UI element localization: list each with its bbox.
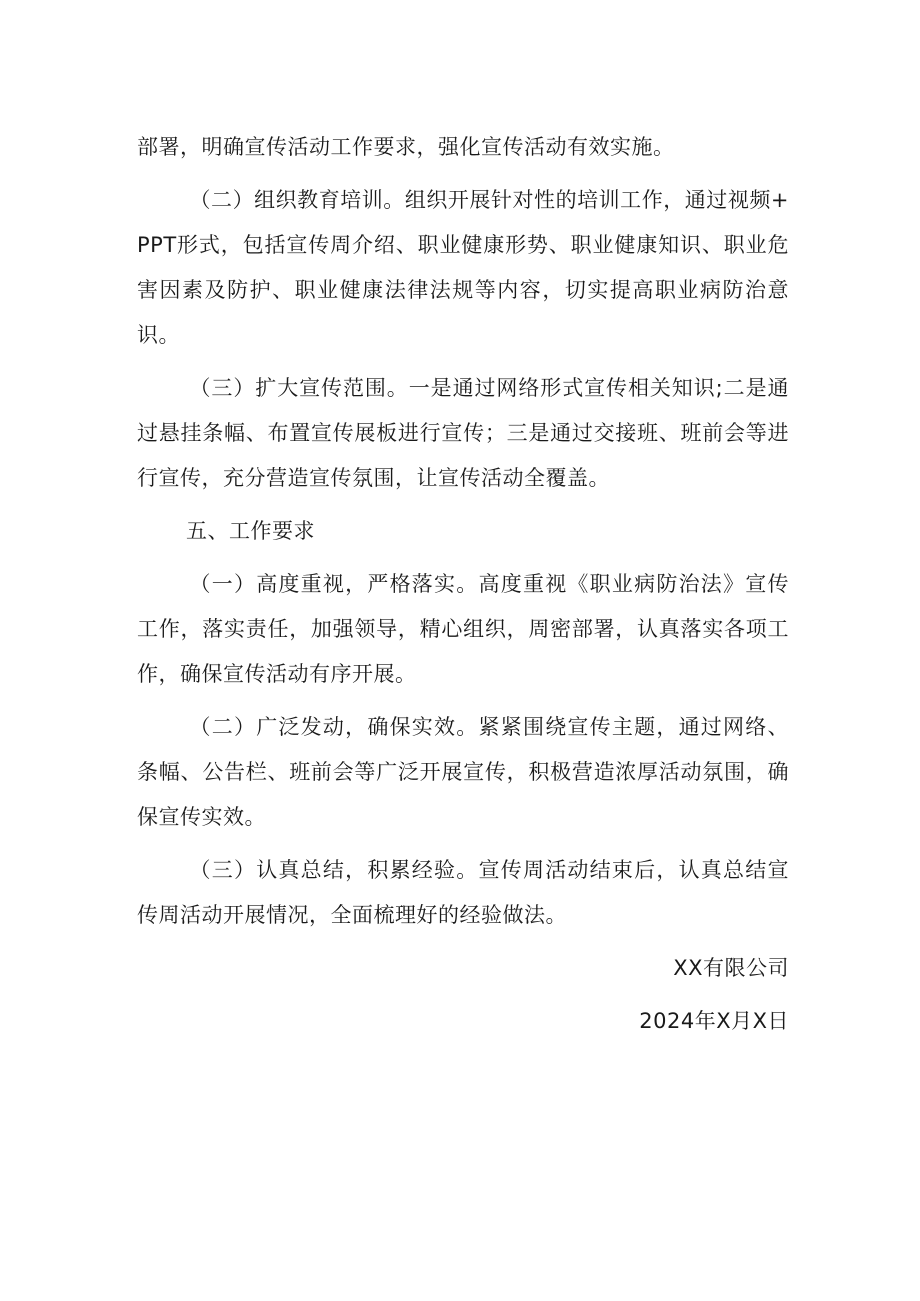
paragraph-education-training: （二）组织教育培训。组织开展针对性的培训工作，通过视频+PPT形式，包括宣传周介绍、职业健康形势、职业健康知识、职业危害因素及防护、职业健康法律法规等内容，切实提高职业病防治意识。 (137, 188, 789, 347)
paragraph-expand-publicity: （三）扩大宣传范围。一是通过网络形式宣传相关知识;二是通过悬挂条幅、布置宣传展板进行宣传；三是通过交接班、班前会等进行宣传，充分营造宣传氛围，让宣传活动全覆盖。 (137, 376, 789, 490)
paragraph-continuation: 部署，明确宣传活动工作要求，强化宣传活动有效实施。 (137, 135, 675, 159)
signature-company: XX有限公司 (673, 956, 789, 980)
section-heading-work-requirements: 五、工作要求 (186, 519, 315, 543)
document-body (137, 125, 789, 1052)
paragraph-requirement-3: （三）认真总结，积累经验。宣传周活动结束后，认真总结宣传周活动开展情况，全面梳理好的经验做法。 (137, 858, 789, 927)
paragraph-requirement-1: （一）高度重视，严格落实。高度重视《职业病防治法》宣传工作，落实责任，加强领导，精心组织，周密部署，认真落实各项工作，确保宣传活动有序开展。 (137, 572, 789, 686)
paragraph-requirement-2: （二）广泛发动，确保实效。紧紧围绕宣传主题，通过网络、条幅、公告栏、班前会等广泛开展宣传，积极营造浓厚活动氛围，确保宣传实效。 (137, 715, 789, 829)
signature-block (137, 946, 789, 1044)
signature-date: 2024年X月X日 (639, 1009, 789, 1033)
